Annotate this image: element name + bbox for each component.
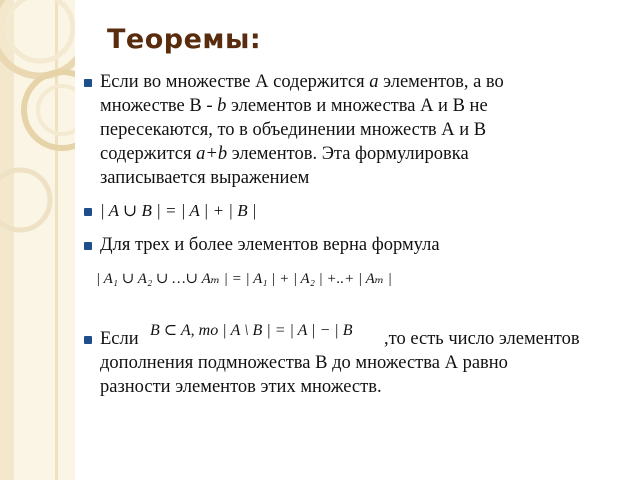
slide-title: Теоремы: (107, 24, 262, 55)
bullet-marker (84, 79, 92, 87)
text-line: Если во множестве А содержится a элементов, а во (100, 72, 504, 92)
multi-union-formula: | A₁ ∪ A₂ ∪ …∪ Aₘ | = | A₁ | + | A₂ | +..+ | Aₘ | (96, 271, 392, 287)
text-line: множестве В - b элементов и множества А и В не (100, 96, 488, 116)
bullet-paragraph-set-union-theorem (100, 70, 620, 190)
union-formula: | A ∪ B | = | A | + | B | (100, 201, 257, 220)
text-line: пересекаются, то в объединении множеств А и В (100, 120, 487, 140)
bullet-marker (84, 336, 92, 344)
bullet-text-multiple-sets: Для трех и более элементов верна формула (100, 235, 440, 255)
text-line: записывается выражением (100, 168, 310, 188)
set-difference-formula: B ⊂ A, то | A \ B | = | A | − | B (150, 322, 353, 339)
bullet-marker (84, 208, 92, 216)
bullet-prefix-text: Если (100, 329, 139, 349)
text-line: содержится a+b элементов. Эта формулировка (100, 144, 469, 164)
bullet-marker (84, 242, 92, 250)
bullet-suffix-text: ,то есть число элементов (384, 329, 580, 349)
text-line: дополнения подмножества В до множества А равно (100, 353, 508, 373)
text-line: разности элементов этих множеств. (100, 377, 382, 397)
